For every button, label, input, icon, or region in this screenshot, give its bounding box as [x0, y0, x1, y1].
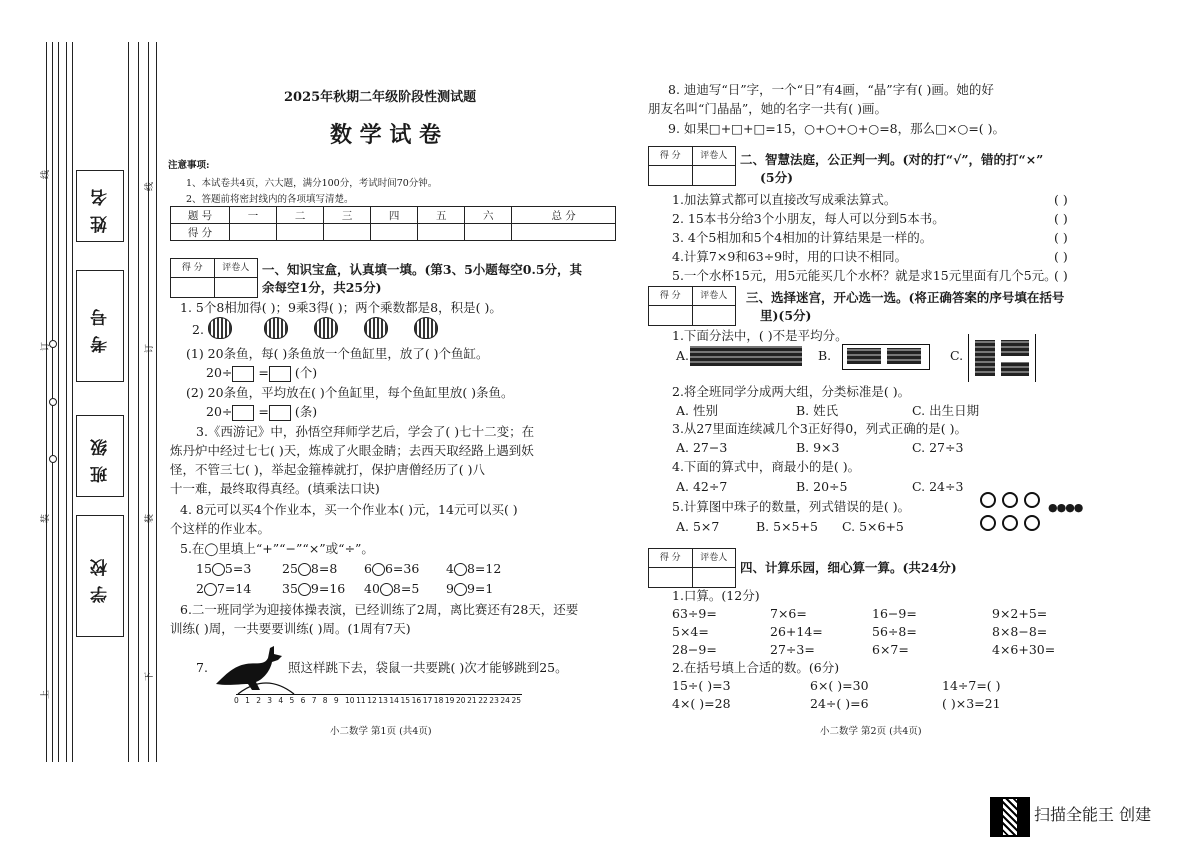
score-header: 六 [465, 207, 512, 224]
hop-arc-icon [236, 676, 298, 696]
answer-box[interactable] [232, 366, 254, 382]
choice-question: 2.将全班同学分成两大组，分类标准是( )。 [672, 384, 911, 399]
score-header: 题 号 [171, 207, 230, 224]
fishbowl-image [414, 317, 438, 339]
choice-question: 5.计算图中珠子的数量，列式错误的是( )。 [672, 499, 911, 514]
score-cell[interactable] [324, 224, 371, 241]
question-2-1-formula: 20÷ = (个) [206, 365, 318, 380]
number-line-label: 10 [345, 696, 355, 705]
choice-option[interactable]: B. [818, 348, 832, 363]
number-line-label: 14 [389, 696, 399, 705]
fill-calc-item[interactable]: 24÷( )=6 [810, 696, 869, 711]
grader-box[interactable] [648, 286, 736, 326]
page-footer: 小二数学 第2页 (共4页) [820, 726, 922, 737]
grader-label: 得 分 [649, 549, 693, 567]
grader-box[interactable] [648, 548, 736, 588]
number-line-label: 8 [322, 696, 328, 705]
fishbowl-image [314, 317, 338, 339]
number-line-label: 20 [456, 696, 466, 705]
grader-label: 评卷人 [222, 263, 250, 273]
question-5: 5.在◯里填上“+”“−”“×”或“÷”。 [180, 541, 374, 556]
question-1: 1. 5个8相加得( )；9乘3得( )；两个乘数都是8，积是( )。 [180, 300, 502, 315]
cut-mark: 装 [145, 513, 156, 524]
binding-line [156, 42, 157, 762]
bead-flower-icon [1002, 492, 1018, 508]
number-line-label: 9 [333, 696, 339, 705]
fill-calc-item[interactable]: ( )×3=21 [942, 696, 1001, 711]
operator-circle[interactable] [204, 583, 217, 596]
notice-title: 注意事项: [168, 160, 210, 171]
judge-item: 4.计算7×9和63÷9时，用的口诀不相同。 [672, 249, 908, 264]
number-line-labels [234, 696, 530, 708]
judge-answer[interactable]: ( ) [1054, 268, 1068, 283]
oral-calc-item[interactable]: 63÷9= [672, 606, 717, 621]
question-2-2-formula: 20÷ = (条) [206, 404, 318, 419]
choice-option[interactable]: A. 性别 [676, 403, 718, 418]
cut-mark: 装 [41, 513, 52, 524]
name-field[interactable]: 姓名 [76, 170, 124, 242]
binding-line [72, 42, 73, 762]
oral-calc-item[interactable]: 6×7= [872, 642, 909, 657]
oral-title: 1.口算。(12分) [672, 588, 760, 603]
exam-title: 2025年秋期二年级阶段性测试题 [284, 90, 477, 105]
choice-option[interactable]: A. 27−3 [676, 440, 728, 455]
choice-option[interactable]: B. 20÷5 [796, 479, 848, 494]
score-cell[interactable] [371, 224, 418, 241]
fishbowl-image [364, 317, 388, 339]
grader-box[interactable] [648, 146, 736, 186]
number-line-label: 2 [256, 696, 261, 705]
notice-line: 2、答题前将密封线内的各项填写清楚。 [186, 194, 354, 205]
cut-mark: 上 [41, 689, 52, 700]
grader-box[interactable] [170, 258, 258, 298]
number-line-label: 15 [400, 696, 411, 705]
choice-question: 4.下面的算式中，商最小的是( )。 [672, 459, 861, 474]
oral-calc-item[interactable]: 8×8−8= [992, 624, 1048, 639]
oral-calc-item[interactable]: 26+14= [770, 624, 823, 639]
oral-calc-item[interactable]: 16−9= [872, 606, 917, 621]
number-line-label: 24 [500, 696, 510, 705]
bead-flower-icon [980, 492, 996, 508]
class-field[interactable]: 班级 [76, 415, 124, 497]
score-cell[interactable] [230, 224, 277, 241]
number-line-label: 1 [245, 696, 250, 705]
binding-line [138, 42, 139, 762]
number-line-label: 19 [444, 696, 455, 705]
score-header: 五 [418, 207, 465, 224]
choice-option[interactable]: B. 5×5+5 [756, 519, 818, 534]
answer-box[interactable] [269, 366, 291, 382]
operator-circle[interactable] [454, 583, 467, 596]
question-3: 怪，不管三七( )，举起金箍棒就打，保护唐僧经历了( )八 [170, 462, 485, 477]
number-line-label: 11 [356, 696, 366, 705]
section-1-title: 一、知识宝盒，认真填一填。(第3、5小题每空0.5分，其 [262, 262, 583, 277]
grouping-image-b [842, 344, 930, 370]
cut-mark: 订 [145, 343, 156, 354]
score-cell[interactable] [277, 224, 324, 241]
number-line-label: 0 [234, 696, 239, 705]
grouping-image-a [690, 346, 802, 366]
score-header: 四 [371, 207, 418, 224]
number-line-label: 23 [489, 696, 499, 705]
qr-code-icon [990, 797, 1030, 837]
choice-option[interactable]: B. 姓氏 [796, 403, 839, 418]
operator-circle[interactable] [380, 583, 393, 596]
scanner-watermark: 扫描全能王 创建 [1034, 805, 1152, 824]
fill-calc-item[interactable]: 14÷7=( ) [942, 678, 1001, 693]
binding-line [148, 42, 149, 762]
choice-option[interactable]: C. 24÷3 [912, 479, 964, 494]
binding-line [58, 42, 59, 762]
score-header: 二 [277, 207, 324, 224]
bead-flower-icon [1024, 492, 1040, 508]
q5-row: 15 5=3 25 8=8 6 6=36 4 8=12 [196, 561, 502, 576]
question-3: 十一难，最终取得真经。(填乘法口诀) [170, 481, 380, 496]
question-2-number: 2. [192, 322, 204, 337]
judge-answer[interactable]: ( ) [1054, 230, 1068, 245]
grader-label: 评卷人 [700, 151, 728, 161]
number-line-label: 5 [289, 696, 295, 705]
number-line-label: 21 [467, 696, 477, 705]
oral-calc-item[interactable]: 9×2+5= [992, 606, 1048, 621]
section-2-title-cont: (5分) [760, 170, 794, 185]
question-8: 朋友名叫“门晶晶”，她的名字一共有( )画。 [648, 101, 888, 116]
fishbowl-image [264, 317, 288, 339]
number-line [236, 694, 522, 695]
score-label: 得 分 [171, 224, 230, 241]
question-9: 9. 如果□+□+□=15，○+○+○+○=8，那么□×○=( )。 [668, 121, 1006, 136]
number-line-label: 17 [422, 696, 433, 705]
number-line-label: 7 [311, 696, 317, 705]
choice-option[interactable]: C. [950, 348, 964, 363]
section-1-title-cont: 余每空1分，共25分) [262, 280, 382, 295]
choice-option[interactable]: C. 5×6+5 [842, 519, 904, 534]
oral-calc-item[interactable]: 4×6+30= [992, 642, 1056, 657]
bead-flower-icon [1002, 515, 1018, 531]
operator-circle[interactable] [298, 563, 311, 576]
grouping-image-c [968, 334, 1036, 382]
binding-line [66, 42, 67, 762]
cut-mark: 订 [41, 341, 52, 352]
operator-circle[interactable] [372, 563, 385, 576]
choice-option[interactable]: A. 5×7 [676, 519, 720, 534]
cut-mark: 线 [145, 181, 156, 192]
answer-box[interactable] [269, 405, 291, 421]
score-cell[interactable] [512, 224, 616, 241]
judge-item: 1.加法算式都可以直接改写成乘法算式。 [672, 192, 897, 207]
page-footer: 小二数学 第1页 (共4页) [330, 726, 432, 737]
number-line-label: 6 [300, 696, 306, 705]
number-line-label: 22 [478, 696, 488, 705]
operator-circle[interactable] [298, 583, 311, 596]
question-8: 8. 迪迪写“日”字，一个“日”有4画，“晶”字有( )画。她的好 [668, 82, 994, 97]
number-line-label: 4 [278, 696, 284, 705]
grader-label: 评卷人 [700, 291, 728, 301]
question-6: 6.二一班同学为迎接体操表演，已经训练了2周，离比赛还有28天，还要 [180, 602, 579, 617]
number-line-label: 16 [411, 696, 422, 705]
bead-flower-icon [980, 515, 996, 531]
cut-mark: 下 [145, 671, 156, 682]
judge-item: 3. 4个5相加和5个4相加的计算结果是一样的。 [672, 230, 933, 245]
section-3-title-cont: 里)(5分) [760, 308, 812, 323]
judge-answer[interactable]: ( ) [1054, 211, 1068, 226]
number-line-label: 18 [433, 696, 444, 705]
bead-flower-icon [1024, 515, 1040, 531]
grader-label: 得 分 [171, 259, 215, 277]
section-3-title: 三、选择迷宫，开心选一选。(将正确答案的序号填在括号 [746, 290, 1065, 305]
score-header: 一 [230, 207, 277, 224]
oral-calc-item[interactable]: 5×4= [672, 624, 709, 639]
oral-calc-item[interactable]: 28−9= [672, 642, 717, 657]
fishbowl-image [208, 317, 232, 339]
number-line-label: 13 [378, 696, 388, 705]
question-2-1: (1) 20条鱼，每( )条鱼放一个鱼缸里，放了( )个鱼缸。 [186, 346, 489, 361]
choice-option[interactable]: A. 42÷7 [676, 479, 728, 494]
operator-circle[interactable] [212, 563, 225, 576]
score-table [170, 206, 616, 241]
number-line-label: 12 [367, 696, 377, 705]
cut-mark: 线 [41, 169, 52, 180]
judge-item: 5.一个水杯15元，用5元能买几个水杯？就是求15元里面有几个5元。 [672, 268, 1057, 283]
judge-item: 2. 15本书分给3个小朋友，每人可以分到5本书。 [672, 211, 945, 226]
question-2-2: (2) 20条鱼，平均放在( )个鱼缸里，每个鱼缸里放( )条鱼。 [186, 385, 514, 400]
answer-box[interactable] [232, 405, 254, 421]
question-3: 炼丹炉中经过七七( )天，炼成了火眼金睛；去西天取经路上遇到妖 [170, 443, 534, 458]
score-cell[interactable] [418, 224, 465, 241]
binding-ring [49, 455, 57, 463]
exam-subtitle: 数 学 试 卷 [330, 122, 441, 148]
choice-option[interactable]: B. 9×3 [796, 440, 840, 455]
question-7-number: 7. [196, 660, 208, 675]
section-4-title: 四、计算乐园，细心算一算。(共24分) [740, 560, 957, 575]
score-cell[interactable] [465, 224, 512, 241]
binding-line [128, 42, 129, 762]
judge-answer[interactable]: ( ) [1054, 192, 1068, 207]
binding-ring [49, 398, 57, 406]
exam-number-field[interactable]: 考号 [76, 270, 124, 382]
choice-question: 3.从27里面连续减几个3正好得0，列式正确的是( )。 [672, 421, 967, 436]
oral-calc-item[interactable]: 56÷8= [872, 624, 917, 639]
choice-option[interactable]: C. 出生日期 [912, 403, 980, 418]
grader-label: 得 分 [649, 287, 693, 305]
operator-circle[interactable] [454, 563, 467, 576]
q5-row: 2 7=14 35 9=16 40 8=5 9 9=1 [196, 581, 494, 596]
question-7: 照这样跳下去，袋鼠一共要跳( )次才能够跳到25。 [288, 660, 568, 675]
fill-calc-item[interactable]: 15÷( )=3 [672, 678, 731, 693]
choice-question: 1.下面分法中，( )不是平均分。 [672, 328, 848, 343]
question-3: 3.《西游记》中，孙悟空拜师学艺后，学会了( )七十二变；在 [196, 424, 535, 439]
fill-calc-item[interactable]: 4×( )=28 [672, 696, 731, 711]
choice-option[interactable]: C. 27÷3 [912, 440, 964, 455]
section-2-title: 二、智慧法庭，公正判一判。(对的打“√”，错的打“×” [740, 152, 1044, 167]
score-header: 三 [324, 207, 371, 224]
oral-calc-item[interactable]: 7×6= [770, 606, 807, 621]
bead-dots: ●●●● [1048, 501, 1083, 514]
choice-option[interactable]: A. [676, 348, 690, 363]
question-6: 训练( )周，一共要要训练( )周。(1周有7天) [170, 621, 411, 636]
grader-label: 评卷人 [700, 553, 728, 563]
grader-label: 得 分 [649, 147, 693, 165]
score-header: 总 分 [512, 207, 616, 224]
number-line-label: 3 [267, 696, 273, 705]
school-field[interactable]: 学校 [76, 515, 124, 637]
fill-calc-item[interactable]: 6×( )=30 [810, 678, 869, 693]
question-4: 个这样的作业本。 [170, 521, 271, 536]
notice-line: 1、本试卷共4页，六大题，满分100分，考试时间70分钟。 [186, 178, 438, 189]
judge-answer[interactable]: ( ) [1054, 249, 1068, 264]
number-line-label: 25 [511, 696, 522, 705]
binding-line [46, 42, 47, 762]
oral-calc-item[interactable]: 27÷3= [770, 642, 815, 657]
question-4: 4. 8元可以买4个作业本，买一个作业本( )元，14元可以买( ) [180, 502, 518, 517]
fill-title: 2.在括号填上合适的数。(6分) [672, 660, 840, 675]
